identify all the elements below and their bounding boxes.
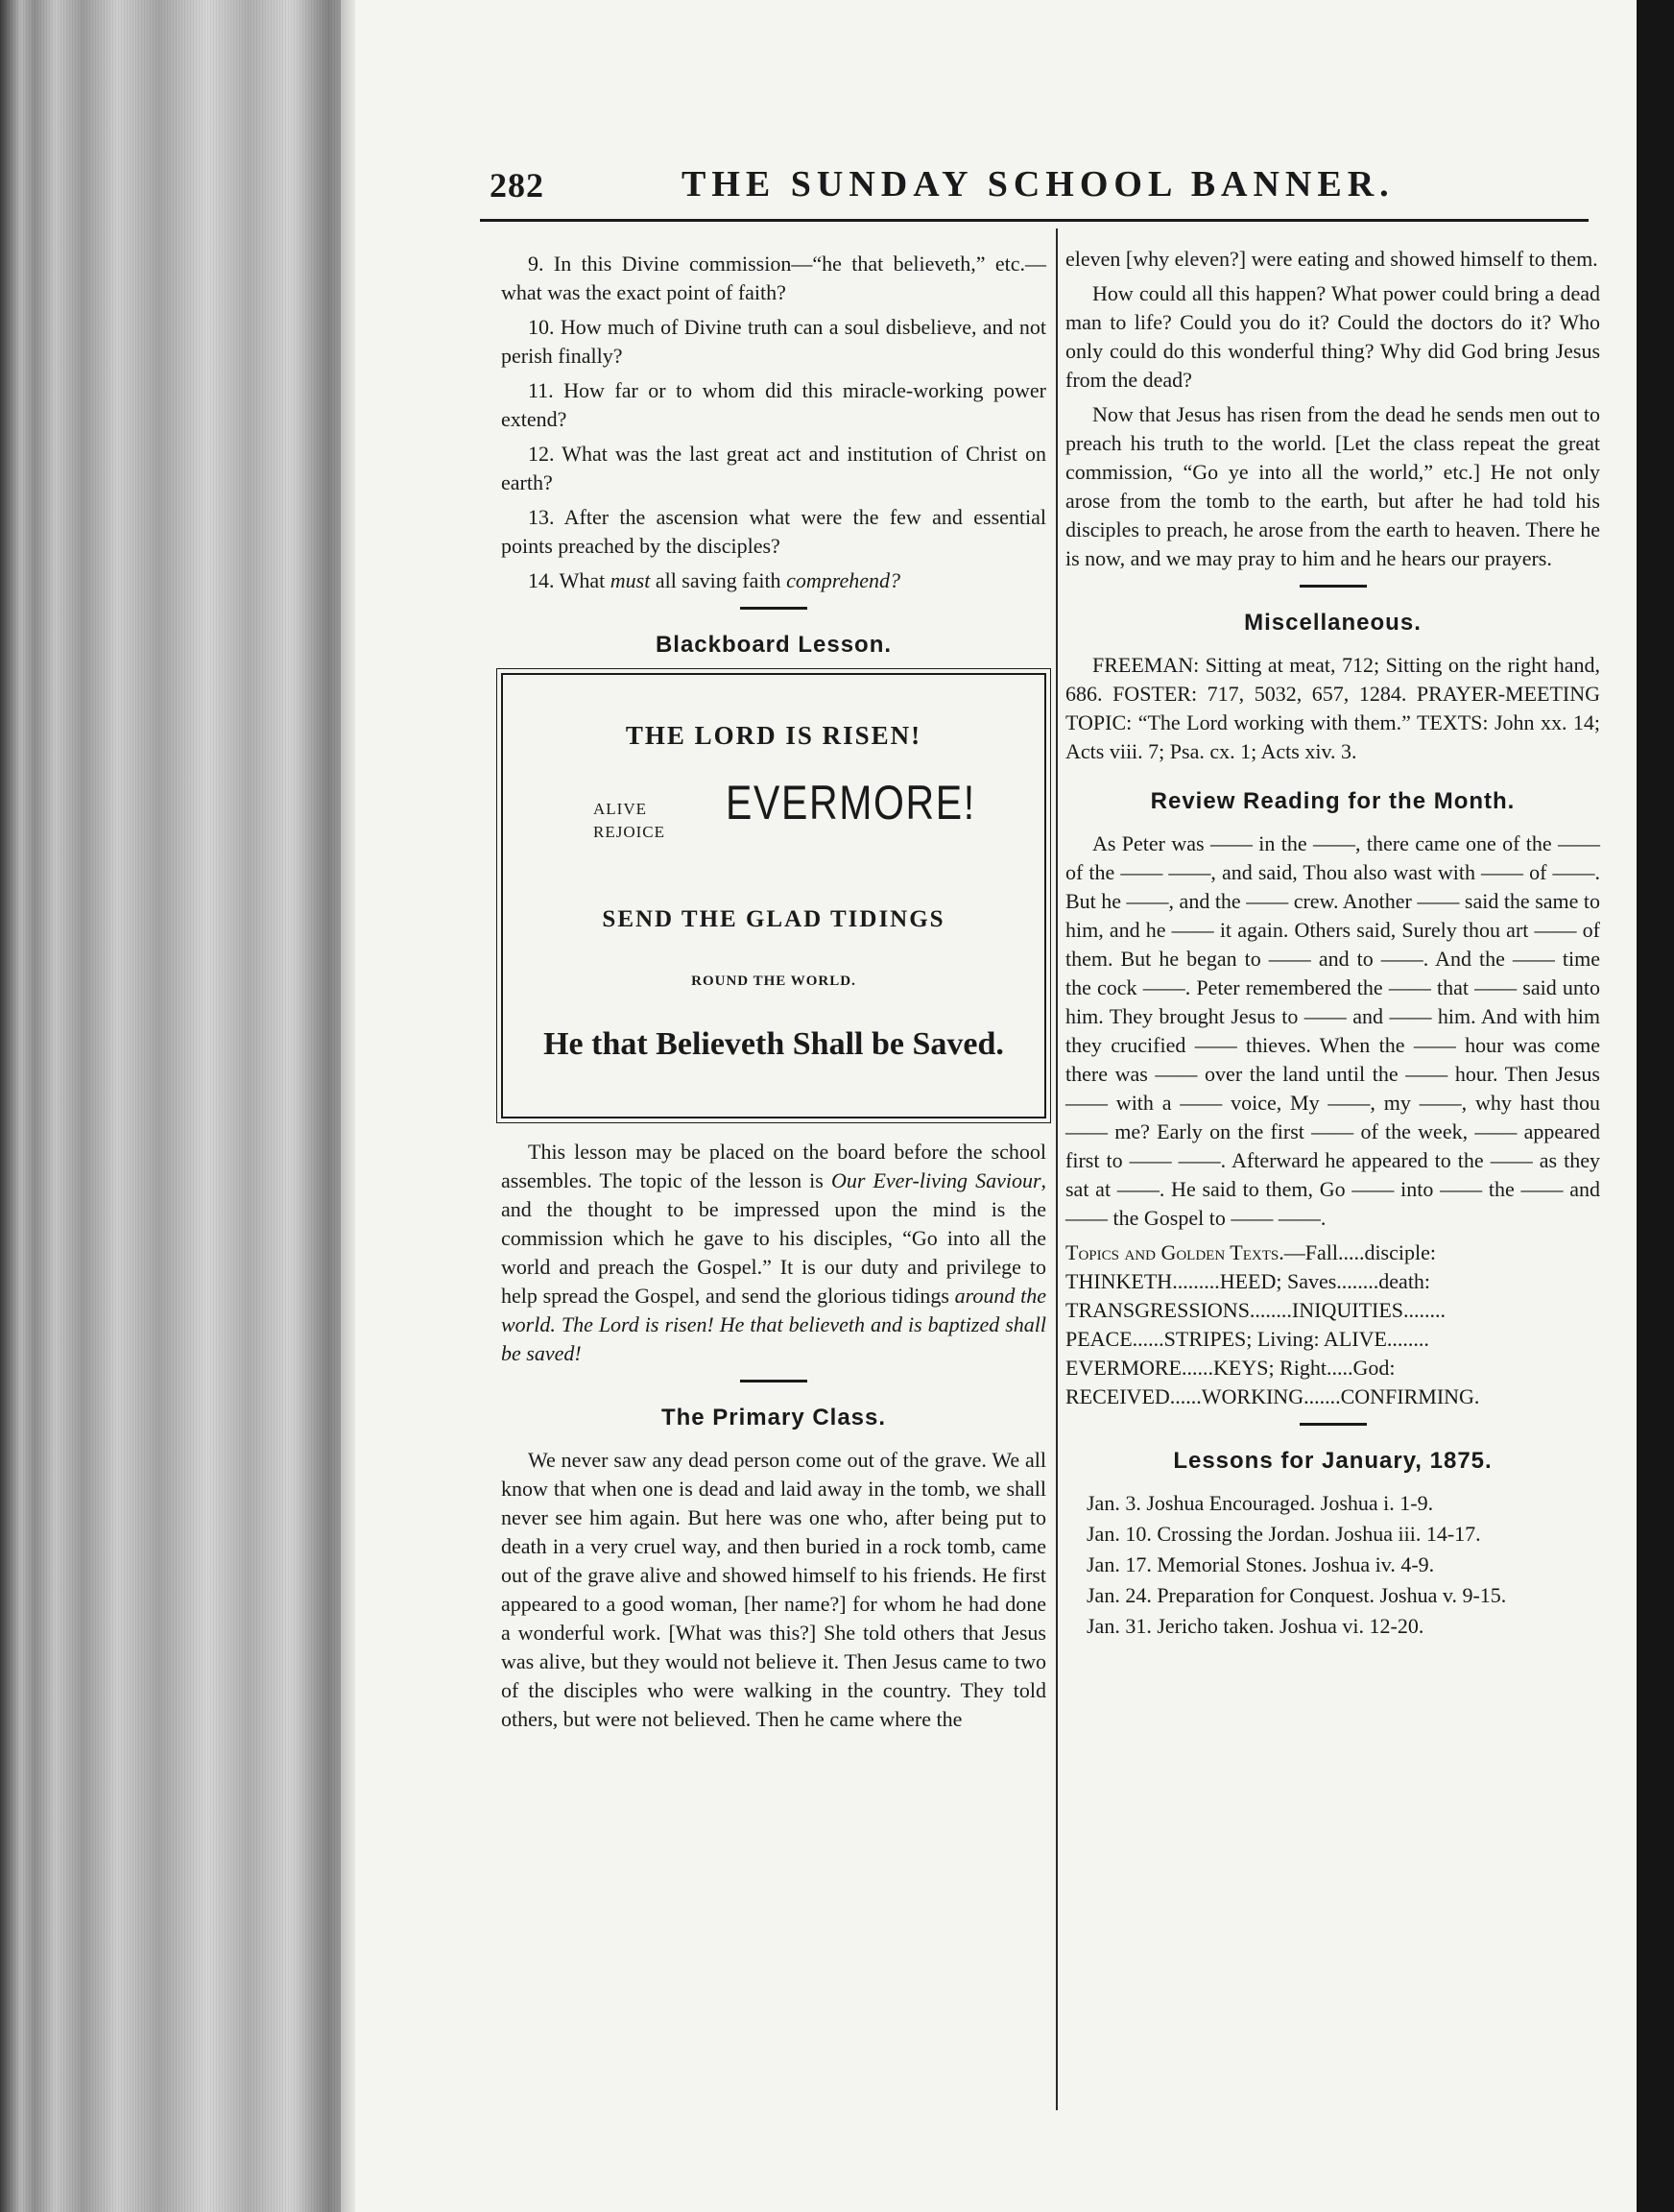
review-reading-text: As Peter was —— in the ——, there came one of the —— of the —— ——, and said, Thou also wast with —— of ——. But he ——, and the —— crew. Another —— said the same to him, and he —— it again. Others said, Surely thou art —— of them. But he began to —— and to ——. And the —— time the cock ——. Peter remembered the —— that —— said unto him. They brought Jesus to —— and —— him. And with him they crucified —— thieves. When the —— hour was come there was —— over the land until the —— hour. Then Jesus —— with a —— voice, My ——, my ——, why hast thou —— me? Early on the first —— of the week, —— appeared first to —— ——. Afterward he appeared to the —— as they sat at ——. He said to them, Go —— into —— the —— and —— the Gospel to —— ——. [1065, 831, 1601, 1230]
primary-class-continued: eleven [why eleven?] were eating and showed himself to them. [1065, 247, 1598, 271]
left-column [501, 250, 1046, 1740]
question-14: 14. What must all saving faith comprehend? [528, 568, 900, 592]
background-edge [1637, 0, 1674, 2212]
question-10: 10. How much of Divine truth can a soul disbelieve, and not perish finally? [501, 315, 1046, 368]
page-header [490, 163, 1589, 221]
question-11: 11. How far or to whom did this miracle-working power extend? [501, 378, 1046, 431]
question-9: 9. In this Divine commission—“he that believeth,” etc.—what was the exact point of faith? [501, 252, 1046, 304]
primary-class-heading: The Primary Class. [660, 1405, 887, 1431]
lesson-item: Jan. 31. Jericho taken. Joshua vi. 12-20. [1087, 1614, 1424, 1638]
review-reading-heading: Review Reading for the Month. [1150, 788, 1516, 814]
blackboard-evermore: EVERMORE! [726, 776, 976, 830]
lesson-item: Jan. 17. Memorial Stones. Joshua iv. 4-9. [1087, 1552, 1435, 1576]
running-title: THE SUNDAY SCHOOL BANNER. [682, 164, 1395, 204]
column-rule [1056, 228, 1058, 2110]
page-number: 282 [490, 166, 544, 204]
lesson-item: Jan. 24. Preparation for Conquest. Joshua v. 9-15. [1087, 1583, 1507, 1607]
section-divider [740, 1380, 807, 1382]
lessons-list [1065, 1489, 1600, 1641]
section-divider [1300, 585, 1367, 588]
blackboard-box [501, 673, 1046, 1118]
lessons-heading: Lessons for January, 1875. [1173, 1448, 1493, 1474]
lesson-item: Jan. 10. Crossing the Jordan. Joshua iii. 14-17. [1087, 1522, 1481, 1546]
blackboard-line-risen: THE LORD IS RISEN! [625, 721, 922, 750]
section-divider [1300, 1423, 1367, 1426]
primary-class-paragraph-2: How could all this happen? What power could bring a dead man to life? Could you do it? Could the doctors do it? Who only could do this wonderful thing? Why did God bring Jesus from the dead? [1065, 281, 1600, 392]
blackboard-believeth: He that Believeth Shall be Saved. [543, 1026, 1004, 1062]
miscellaneous-text: FREEMAN: Sitting at meat, 712; Sitting on the right hand, 686. FOSTER: 717, 5032, 657, 1284. PRAYER-MEETING TOPIC: “The Lord working with them.” TEXTS: John xx. 14; Acts viii. 7; Psa. cx. 1; Acts xiv. 3. [1065, 653, 1600, 763]
primary-class-paragraph-3: Now that Jesus has risen from the dead he sends men out to preach his truth to the world. [Let the class repeat the great commission, “Go ye into all the world,” etc.] He not only arose from the tomb to the earth, but after he had told his disciples to preach, he arose from the earth to heaven. There he is now, and we may pray to him and he hears our prayers. [1065, 402, 1600, 570]
header-rule [480, 219, 1589, 222]
spine-shadow [288, 0, 355, 2212]
blackboard-explanation: This lesson may be placed on the board before the school assembles. The topic of the lesson is Our Ever-living Saviour, and the thought to be impressed upon the mind is the commission which he gave to his disciples, “Go into all the world and preach the Gospel.” It is our duty and privilege to help spread the Gospel, and send the glorious tidings around the world. The Lord is risen! He that believeth and is baptized shall be saved! [501, 1140, 1047, 1365]
miscellaneous-heading: Miscellaneous. [1244, 610, 1422, 636]
blackboard-heading: Blackboard Lesson. [655, 632, 893, 658]
section-divider [740, 607, 807, 610]
right-column [1065, 245, 1600, 1643]
primary-class-text: We never saw any dead person come out of the grave. We all know that when one is dead and laid away in the tomb, we shall never see him again. But here was one who, after being put to death in a very cruel way, and then buried in a rock tomb, came out of the grave alive and showed himself to his friends. He first appeared to a good woman, [her name?] for whom he had done a wonderful work. [What was this?] She told others that Jesus was alive, but they would not believe it. Then Jesus came to two of the disciples who were walking in the country. They told others, but were not believed. Then he came where the [501, 1448, 1046, 1731]
blackboard-alive-rejoice: ALIVE REJOICE [593, 800, 665, 841]
question-12: 12. What was the last great act and institution of Christ on earth? [501, 442, 1046, 494]
blackboard-round-world: ROUND THE WORLD. [691, 974, 856, 989]
topics-golden-texts: Topics and Golden Texts.—Fall.....disciple: THINKETH.........HEED; Saves........death: TRANSGRESSIONS........INIQUITIES........ PEACE......STRIPES; Living: ALIVE........ EVERMORE......KEYS; Right.....God: RECEIVED......WORKING.......CONFIRMING. [1065, 1240, 1480, 1408]
question-13: 13. After the ascension what were the few and essential points preached by the disciples? [501, 505, 1046, 558]
lesson-item: Jan. 3. Joshua Encouraged. Joshua i. 1-9. [1087, 1491, 1434, 1515]
blackboard-glad-tidings: SEND THE GLAD TIDINGS [602, 906, 945, 932]
